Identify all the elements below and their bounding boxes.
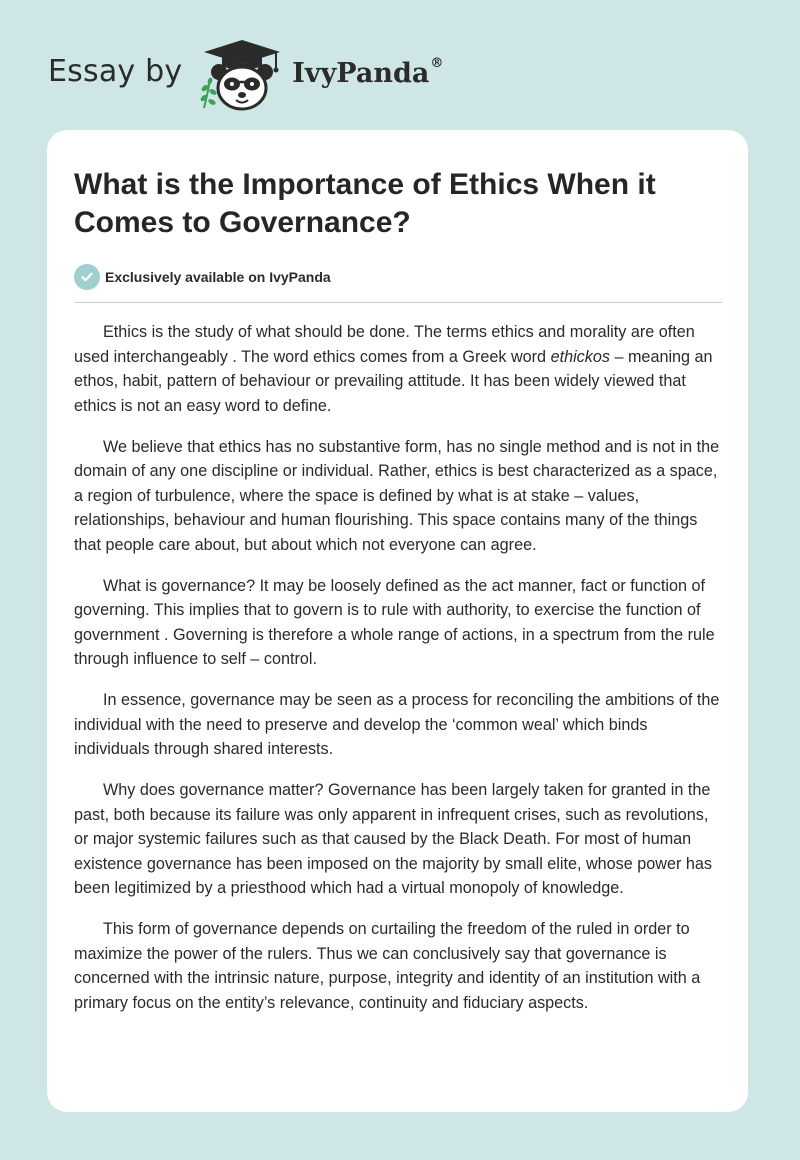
check-circle-icon <box>74 264 100 290</box>
paragraph-text: – meaning an ethos, habit, pattern of behaviour or prevailing attitude. It has been widely viewed that ethics is not an easy word to define. <box>74 347 713 415</box>
paragraph: In essence, governance may be seen as a process for reconciling the ambitions of the individual with the need to preserve and develop the ‘common weal’ which binds individuals through shared interests. <box>74 691 720 758</box>
paragraph: Why does governance matter? Governance has been largely taken for granted in the past, both because its failure was only apparent in infrequent crises, such as revolutions, or major systemic failures such as that caused by the Black Death. For most of human existence governance has been imposed on the majority by small elite, whose power has been legitimized by a priesthood which had a virtual monopoly of knowledge. <box>74 781 712 897</box>
paragraph <box>74 320 724 418</box>
paragraph: We believe that ethics has no substantive form, has no single method and is not in the domain of any one discipline or individual. Rather, ethics is best characterized as a space, a region of turbulence, where the space is defined by what is at stake – values, relationships, behaviour and human flourishing. This space contains many of the things that people care about, but about which not everyone can agree. <box>74 437 720 554</box>
essay-card <box>47 130 748 1112</box>
paragraph: This form of governance depends on curtailing the freedom of the ruled in order to maximize the power of the rulers. Thus we can conclusively say that governance is concerned with the intrinsic nature, purpose, integrity and identity of an institution with a primary focus on the entity’s relevance, continuity and fiduciary aspects. <box>74 920 701 1012</box>
divider <box>74 302 722 303</box>
site-header <box>48 36 443 112</box>
exclusive-label: Exclusively available on IvyPanda <box>105 269 331 285</box>
essay-by-label: Essay by <box>48 53 183 89</box>
emphasis-word: ethickos <box>550 347 610 366</box>
paragraph: What is governance? It may be loosely defined as the act manner, fact or function of governing. This implies that to govern is to rule with authority, to exercise the function of government . Governing is therefore a whole range of actions, in a spectrum from the rule through influence to self – control. <box>74 576 715 668</box>
paragraph-text: Ethics is the study of what should be done. The terms ethics and morality are often used interchangeably . The word ethics comes from a Greek word <box>74 323 695 366</box>
essay-body <box>74 320 724 1032</box>
exclusive-badge <box>74 264 331 290</box>
registered-mark: ® <box>430 55 444 71</box>
brand-name[interactable] <box>292 55 444 89</box>
brand-text: IvyPanda <box>292 57 430 89</box>
essay-title: What is the Importance of Ethics When it Comes to Governance? <box>74 168 656 239</box>
panda-graduate-logo-icon[interactable] <box>196 36 288 112</box>
